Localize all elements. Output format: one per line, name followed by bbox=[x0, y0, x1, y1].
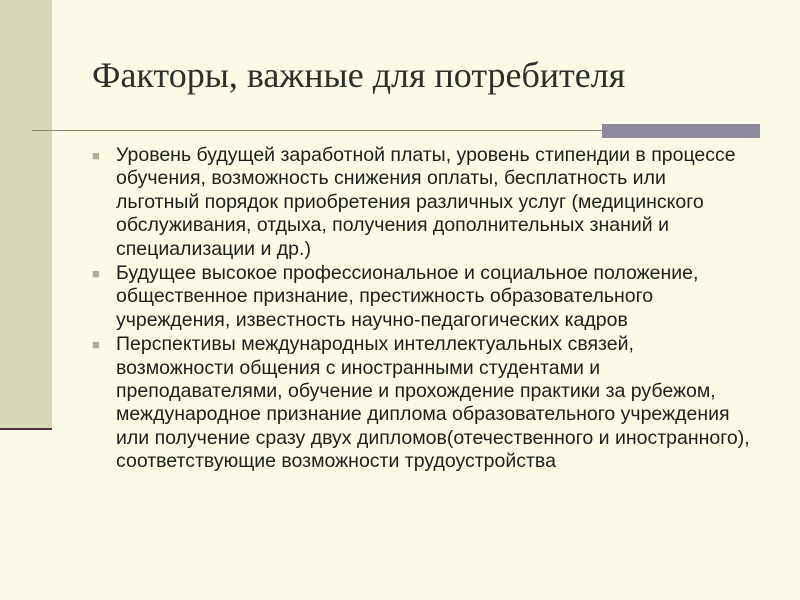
bullet-square-icon: ■ bbox=[92, 148, 100, 163]
title-accent-block bbox=[602, 124, 760, 138]
title-divider bbox=[32, 130, 602, 131]
side-decoration-line bbox=[0, 428, 52, 430]
slide-title: Факторы, важные для потребителя bbox=[92, 55, 626, 95]
bullet-text: Перспективы международных интеллектуальных связей, возможности общения с иностранными студентами и преподавателями, обучение и прохождение практики за рубежом, международное признание диплома образовательного учреждения или получение сразу двух дипломов(отечественного и иностранного), соответствующие возможности трудоустройства bbox=[116, 333, 750, 473]
bullet-square-icon: ■ bbox=[92, 337, 100, 353]
side-decoration-bar bbox=[0, 0, 52, 428]
bullet-square-icon: ■ bbox=[92, 266, 100, 282]
bullet-item bbox=[92, 262, 752, 332]
bullet-item bbox=[92, 144, 752, 261]
bullet-item bbox=[92, 333, 752, 473]
bullet-text: Уровень будущей заработной платы, уровень стипендии в процессе обучения, возможность снижения оплаты, бесплатность или льготный порядок приобретения различных услуг (медицинского обслуживания, отдыха, получения дополнительных знаний и специализации и др.) bbox=[116, 144, 736, 260]
bullet-text: Будущее высокое профессиональное и социальное положение, общественное признание, престижность образовательного учреждения, известность научно-педагогических кадров bbox=[116, 262, 699, 331]
bullet-list bbox=[92, 144, 752, 475]
